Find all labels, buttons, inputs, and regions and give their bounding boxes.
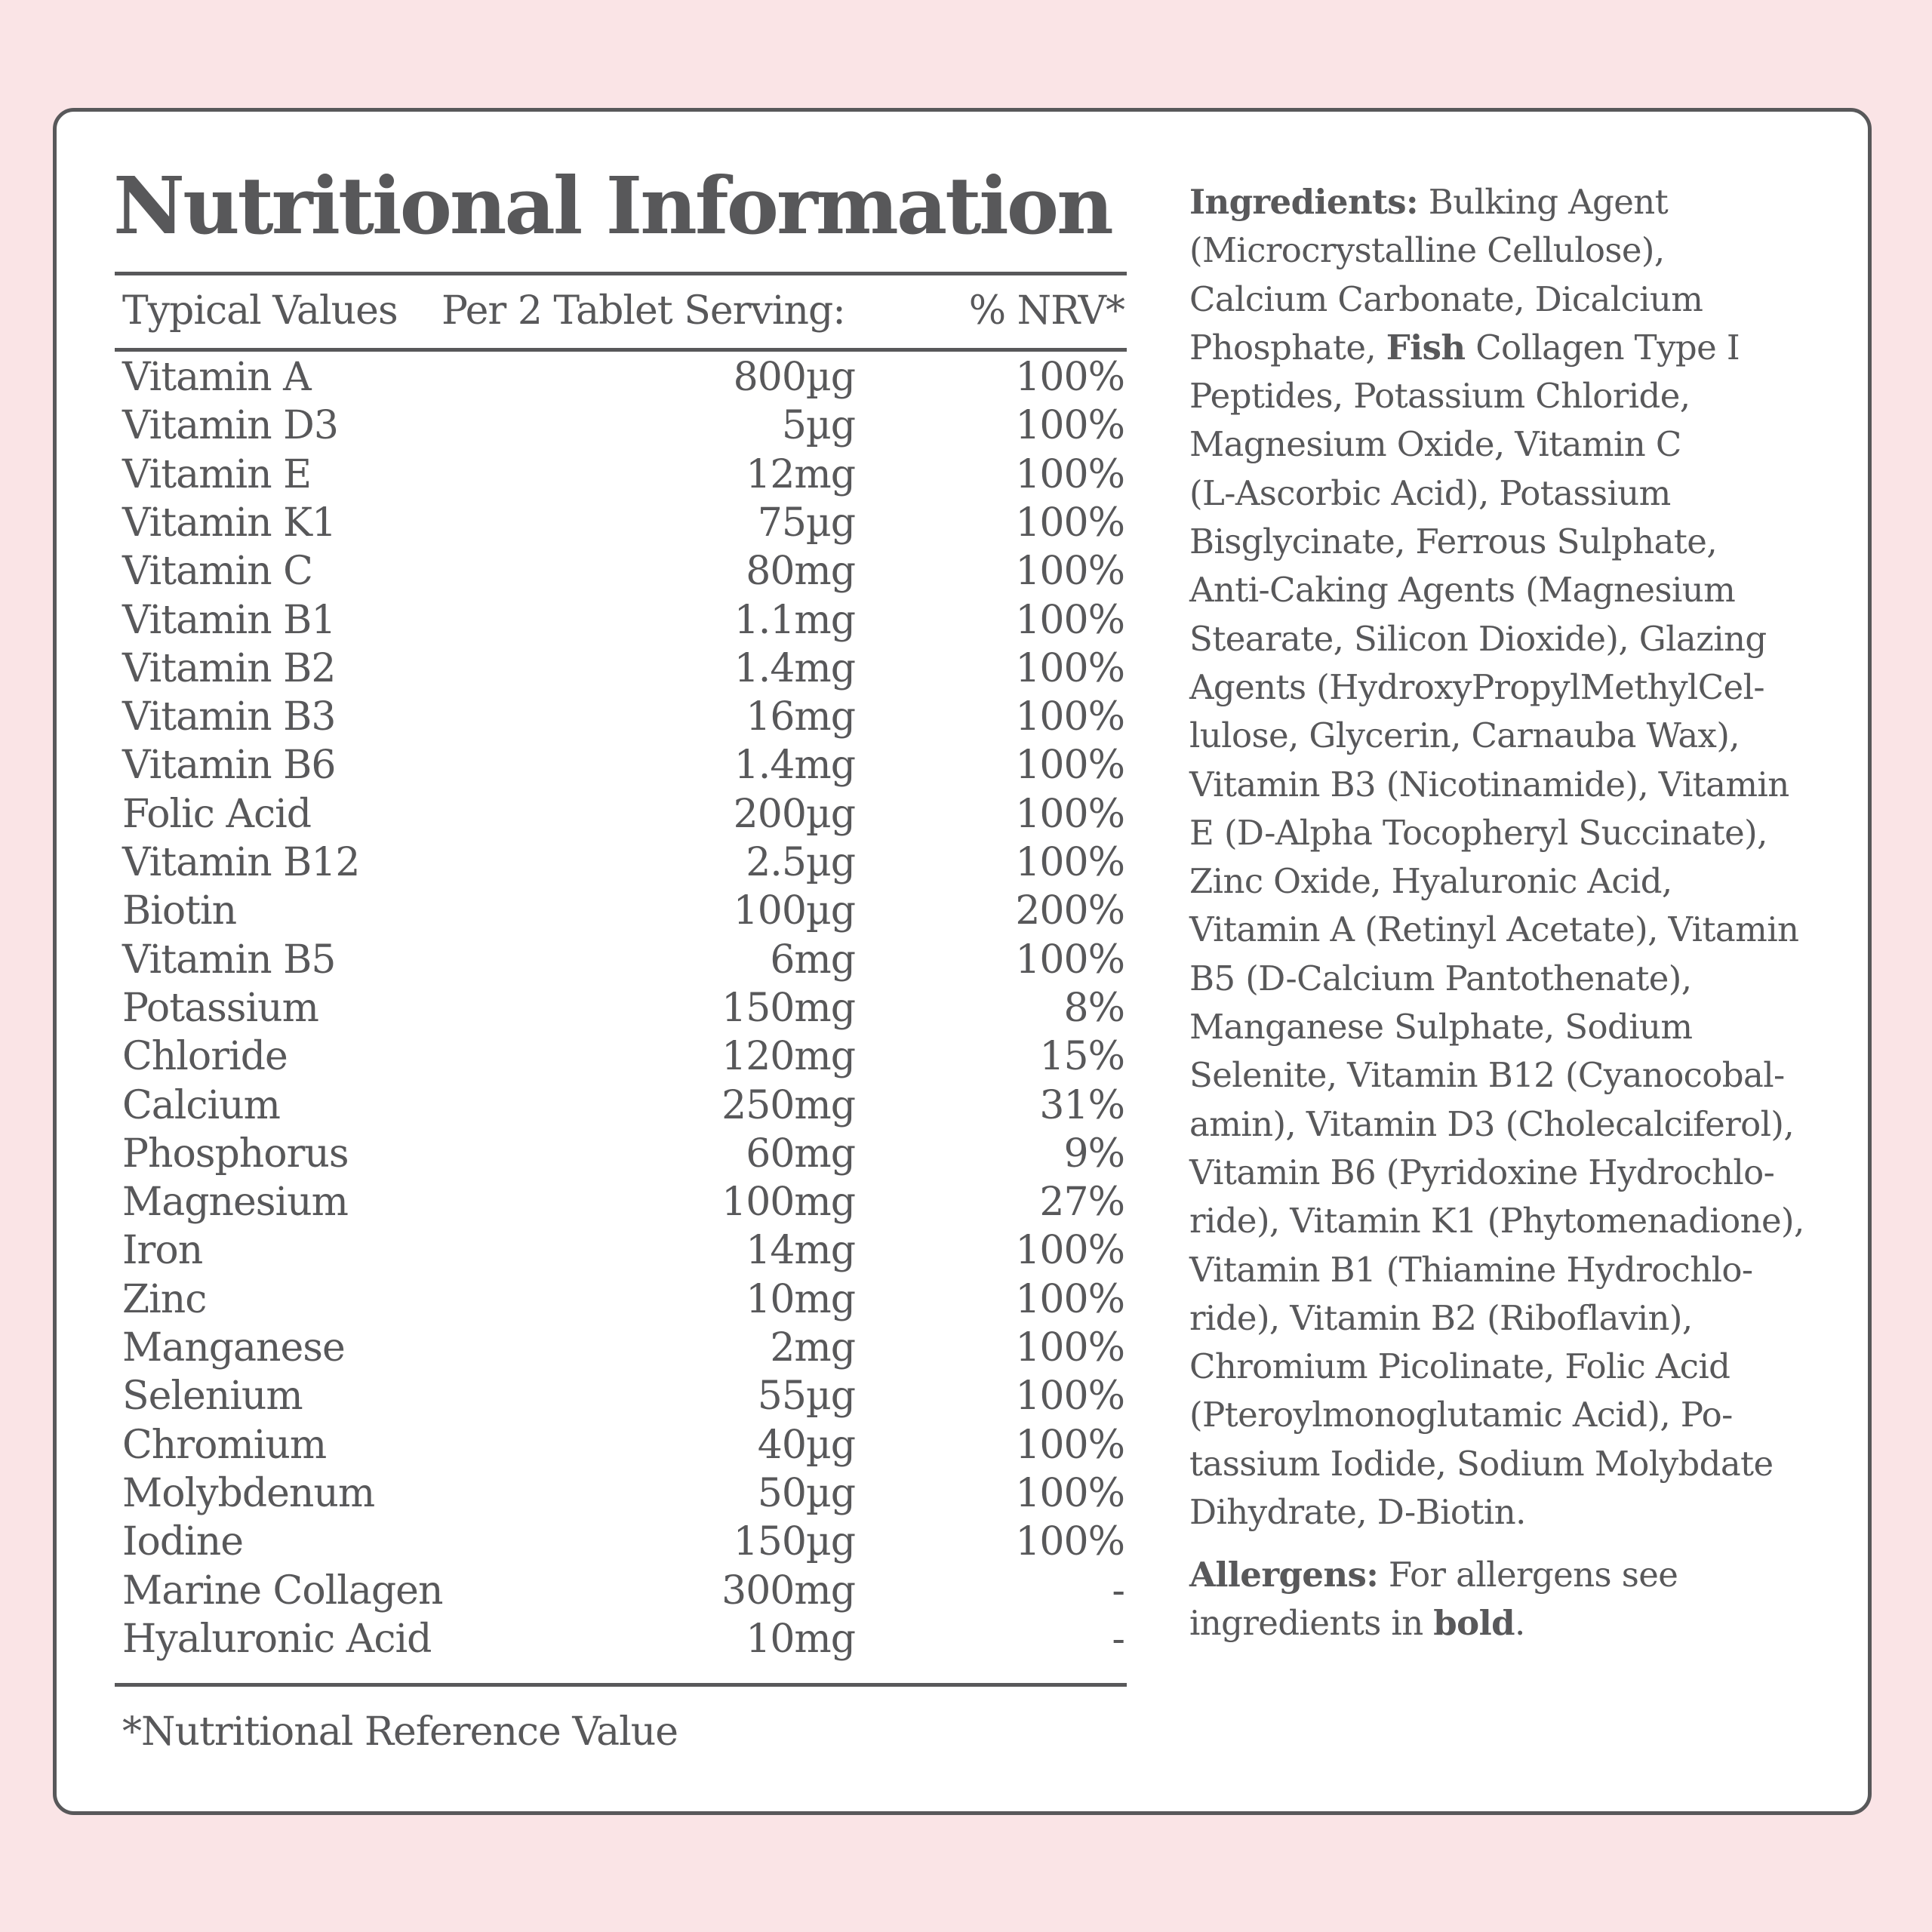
nutrient-name: Vitamin B12 xyxy=(122,840,360,885)
nutrient-nrv: 27% xyxy=(1039,1180,1124,1226)
nutrient-name: Potassium xyxy=(122,985,318,1031)
nutrient-nrv: 100% xyxy=(1015,840,1124,885)
allergens-label: Allergens: xyxy=(1189,1555,1379,1595)
nutrient-name: Manganese xyxy=(122,1325,345,1371)
nutrient-name: Iron xyxy=(122,1228,203,1274)
nutrient-name: Vitamin K1 xyxy=(122,500,337,546)
ingredients-line: Phosphate, Fish Collagen Type I xyxy=(1189,327,1740,368)
nutrient-nrv: 9% xyxy=(1063,1131,1124,1177)
nutrient-amount: 55µg xyxy=(757,1374,855,1420)
nutrient-nrv: 100% xyxy=(1015,791,1124,837)
nutrient-amount: 6mg xyxy=(770,937,855,983)
nutrient-amount: 1.1mg xyxy=(734,597,855,643)
nutrient-nrv: 100% xyxy=(1015,1325,1124,1371)
nutrient-amount: 60mg xyxy=(746,1131,855,1177)
nutrient-amount: 100µg xyxy=(733,888,855,934)
nutrient-nrv: 100% xyxy=(1015,694,1124,740)
nutrient-nrv: 100% xyxy=(1015,549,1124,595)
nutrient-name: Vitamin A xyxy=(122,355,311,400)
nutrient-name: Vitamin B2 xyxy=(122,645,336,691)
nutrient-amount: 10mg xyxy=(746,1276,855,1322)
nutrient-name: Vitamin E xyxy=(122,451,312,497)
nutrient-name: Vitamin B5 xyxy=(122,937,336,983)
nutrient-amount: 200µg xyxy=(733,791,855,837)
nutrient-amount: 120mg xyxy=(721,1034,855,1080)
nutrient-amount: 2mg xyxy=(770,1325,855,1371)
nutrient-nrv: 8% xyxy=(1063,985,1124,1031)
nutrient-amount: 150mg xyxy=(721,985,855,1031)
nutrient-name: Zinc xyxy=(122,1276,207,1322)
nutrient-nrv: 100% xyxy=(1015,451,1124,497)
nutrient-nrv: 100% xyxy=(1015,1374,1124,1420)
ingredients-line: Dihydrate, D-Biotin. xyxy=(1189,1492,1526,1533)
ingredients-line: B5 (D-Calcium Pantothenate), xyxy=(1189,958,1692,998)
nutrient-amount: 40µg xyxy=(757,1422,855,1468)
nutrient-name: Hyaluronic Acid xyxy=(122,1616,432,1662)
nutrient-name: Vitamin B1 xyxy=(122,597,336,643)
header-top-divider xyxy=(115,272,1127,275)
ingredients-line: Chromium Picolinate, Folic Acid xyxy=(1189,1346,1730,1387)
ingredients-line: amin), Vitamin D3 (Cholecalciferol), xyxy=(1189,1103,1795,1144)
nutrient-amount: 1.4mg xyxy=(734,645,855,691)
ingredients-line: Vitamin B1 (Thiamine Hydrochlo- xyxy=(1189,1249,1753,1290)
page-title: Nutritional Information xyxy=(113,159,1112,252)
ingredients-line: Manganese Sulphate, Sodium xyxy=(1189,1007,1693,1048)
allergens-panel xyxy=(1189,1551,1854,1648)
nutrient-nrv: - xyxy=(1112,1616,1124,1662)
nutrient-amount: 5µg xyxy=(781,403,855,449)
ingredients-line: Peptides, Potassium Chloride, xyxy=(1189,376,1690,417)
allergens-line: ingredients in bold. xyxy=(1189,1603,1525,1644)
nutrient-amount: 14mg xyxy=(746,1228,855,1274)
nutrient-nrv: 100% xyxy=(1015,1519,1124,1565)
nutrient-nrv: 100% xyxy=(1015,500,1124,546)
ingredients-line: (Microcrystalline Cellulose), xyxy=(1189,230,1665,271)
nutrient-amount: 300mg xyxy=(721,1567,855,1614)
ingredients-line: Vitamin B3 (Nicotinamide), Vitamin xyxy=(1189,764,1789,804)
ingredients-line: Agents (HydroxyPropylMethylCel- xyxy=(1189,666,1764,707)
nutrient-nrv: 100% xyxy=(1015,1422,1124,1468)
allergens-line: Allergens: For allergens see xyxy=(1189,1555,1678,1595)
table-bottom-divider xyxy=(115,1683,1127,1687)
ingredients-line: Magnesium Oxide, Vitamin C xyxy=(1189,424,1681,465)
nutrient-nrv: 100% xyxy=(1015,355,1124,400)
nutrient-amount: 50µg xyxy=(757,1470,855,1516)
ingredients-line: E (D-Alpha Tocopheryl Succinate), xyxy=(1189,812,1767,853)
nutrient-nrv: 200% xyxy=(1015,888,1124,934)
nutrient-nrv: 100% xyxy=(1015,937,1124,983)
nutrient-name: Iodine xyxy=(122,1519,244,1565)
nutrient-nrv: 100% xyxy=(1015,403,1124,449)
nutrient-nrv: 15% xyxy=(1039,1034,1124,1080)
nutrient-amount: 250mg xyxy=(721,1082,855,1128)
column-header-per-serving: Per 2 Tablet Serving: xyxy=(441,288,845,334)
ingredients-line: tassium Iodide, Sodium Molybdate xyxy=(1189,1443,1774,1484)
nutrient-amount: 2.5µg xyxy=(746,840,855,885)
nutrient-name: Vitamin C xyxy=(122,549,312,595)
nutrient-amount: 16mg xyxy=(746,694,855,740)
nrv-footnote: *Nutritional Reference Value xyxy=(122,1709,678,1755)
column-header-typical-values: Typical Values xyxy=(122,288,398,334)
ingredients-line: (L-Ascorbic Acid), Potassium xyxy=(1189,472,1671,513)
ingredients-line: Vitamin A (Retinyl Acetate), Vitamin xyxy=(1189,909,1799,950)
nutrient-amount: 10mg xyxy=(746,1616,855,1662)
bold-word: bold xyxy=(1433,1603,1515,1644)
nutrient-nrv: 31% xyxy=(1039,1082,1124,1128)
nutrient-amount: 12mg xyxy=(746,451,855,497)
ingredients-line: Calcium Carbonate, Dicalcium xyxy=(1189,278,1703,319)
nutrient-name: Magnesium xyxy=(122,1180,348,1226)
nutrient-amount: 150µg xyxy=(733,1519,855,1565)
nutrient-name: Molybdenum xyxy=(122,1470,375,1516)
ingredients-label: Ingredients: xyxy=(1189,182,1419,222)
nutrient-name: Vitamin B3 xyxy=(122,694,336,740)
allergen-highlight: Fish xyxy=(1386,327,1466,368)
nutrient-nrv: 100% xyxy=(1015,1276,1124,1322)
nutrient-name: Vitamin D3 xyxy=(122,403,338,449)
nutrient-name: Chloride xyxy=(122,1034,288,1080)
header-bottom-divider xyxy=(115,348,1127,352)
ingredients-line: Anti-Caking Agents (Magnesium xyxy=(1189,570,1736,611)
ingredients-line: ride), Vitamin K1 (Phytomenadione), xyxy=(1189,1201,1804,1241)
nutrient-name: Chromium xyxy=(122,1422,327,1468)
ingredients-line: lulose, Glycerin, Carnauba Wax), xyxy=(1189,715,1740,756)
nutrient-amount: 100mg xyxy=(721,1180,855,1226)
ingredients-line: Vitamin B6 (Pyridoxine Hydrochlo- xyxy=(1189,1152,1775,1192)
nutrient-nrv: 100% xyxy=(1015,1470,1124,1516)
ingredients-line: Zinc Oxide, Hyaluronic Acid, xyxy=(1189,861,1672,902)
ingredients-line: ride), Vitamin B2 (Riboflavin), xyxy=(1189,1297,1693,1338)
nutrient-name: Calcium xyxy=(122,1082,280,1128)
nutrient-name: Phosphorus xyxy=(122,1131,349,1177)
column-header-nrv: % NRV* xyxy=(968,288,1124,334)
ingredients-line: Ingredients: Bulking Agent xyxy=(1189,182,1669,222)
nutrient-amount: 1.4mg xyxy=(734,743,855,789)
nutrient-amount: 800µg xyxy=(733,355,855,400)
ingredients-panel xyxy=(1189,178,1854,1537)
nutrient-amount: 75µg xyxy=(757,500,855,546)
nutrient-name: Biotin xyxy=(122,888,237,934)
nutrient-nrv: 100% xyxy=(1015,645,1124,691)
nutrient-nrv: - xyxy=(1112,1567,1124,1614)
ingredients-line: Bisglycinate, Ferrous Sulphate, xyxy=(1189,521,1718,562)
ingredients-line: Stearate, Silicon Dioxide), Glazing xyxy=(1189,618,1767,659)
nutrient-nrv: 100% xyxy=(1015,743,1124,789)
nutrient-nrv: 100% xyxy=(1015,1228,1124,1274)
nutrient-name: Selenium xyxy=(122,1374,303,1420)
nutrient-name: Folic Acid xyxy=(122,791,312,837)
ingredients-line: Selenite, Vitamin B12 (Cyanocobal- xyxy=(1189,1055,1785,1096)
nutrient-name: Marine Collagen xyxy=(122,1567,443,1614)
ingredients-line: (Pteroylmonoglutamic Acid), Po- xyxy=(1189,1395,1733,1435)
nutrient-amount: 80mg xyxy=(746,549,855,595)
nutrient-nrv: 100% xyxy=(1015,597,1124,643)
nutrient-name: Vitamin B6 xyxy=(122,743,336,789)
